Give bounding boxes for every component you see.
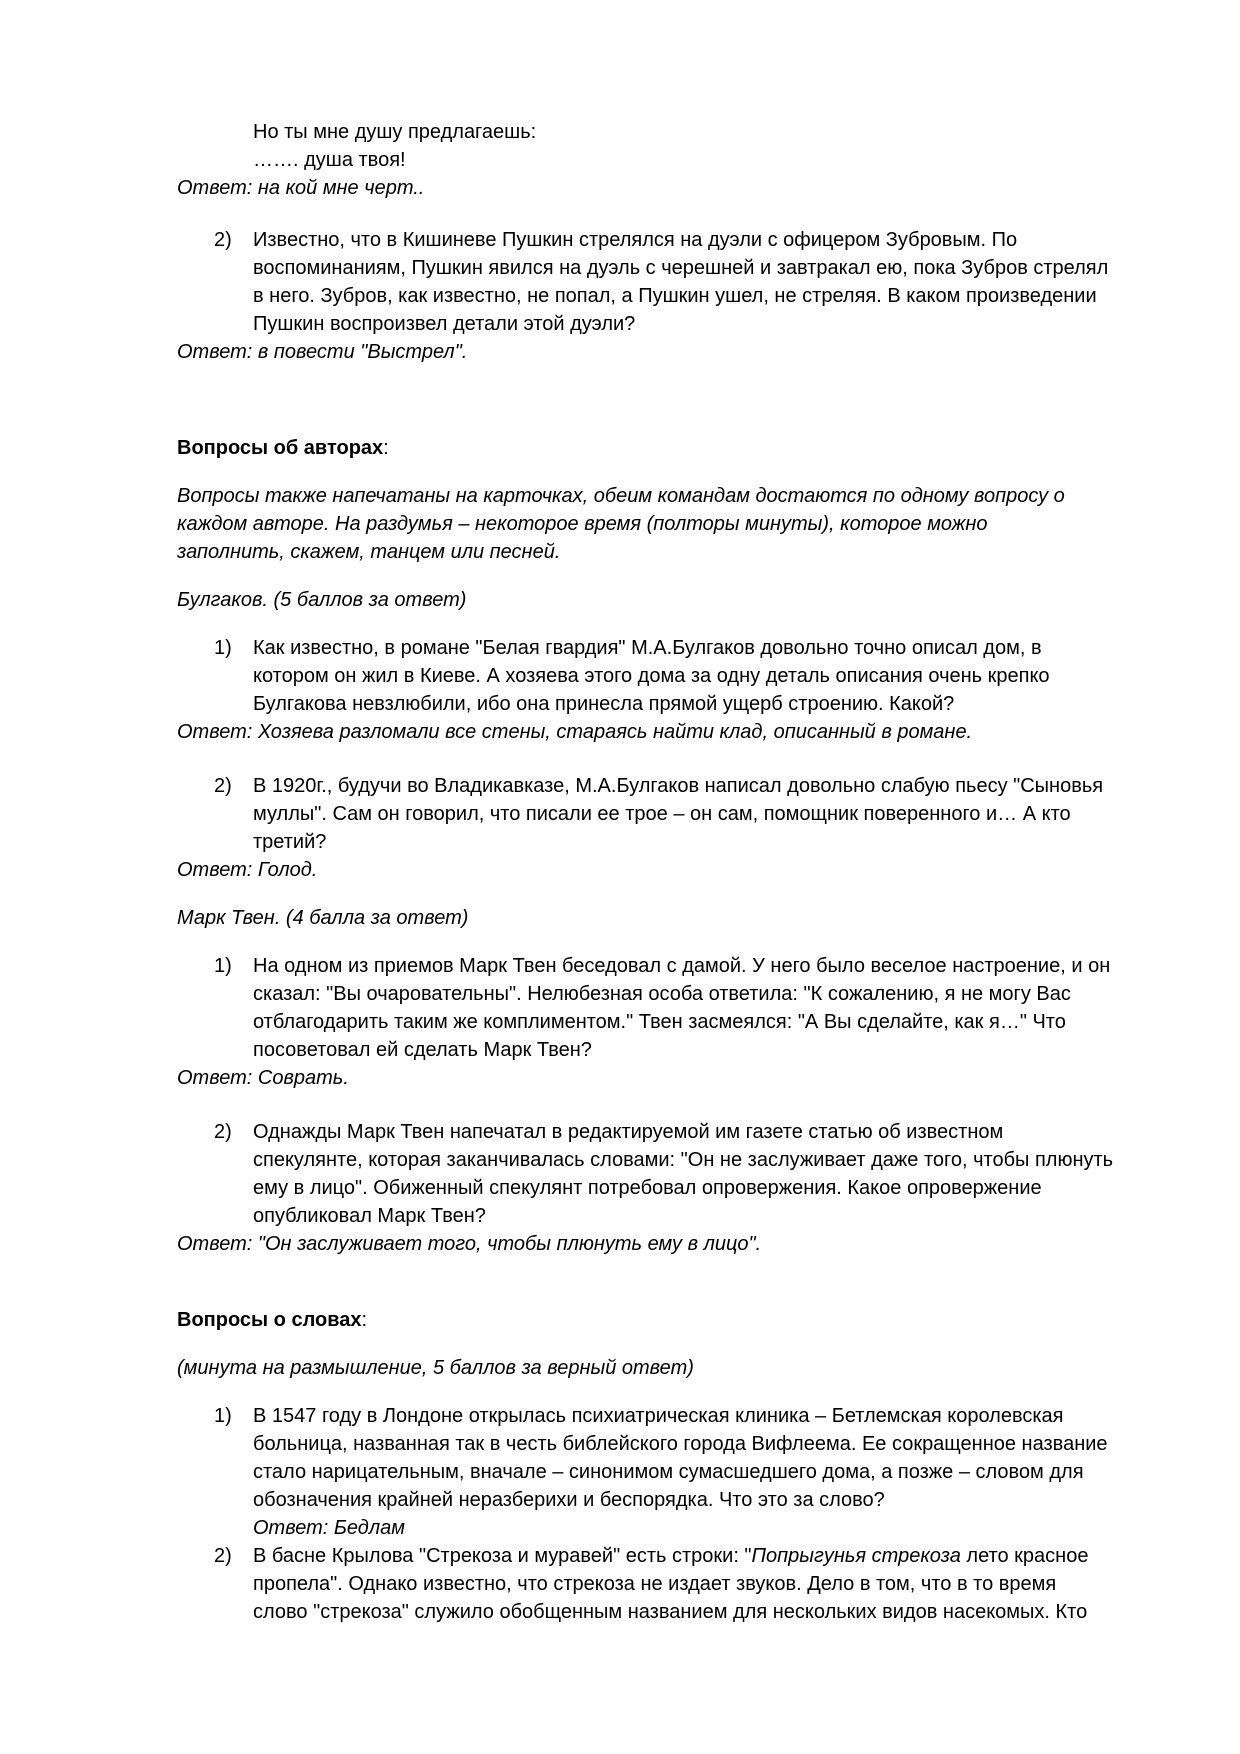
list-number: 2) bbox=[214, 229, 232, 251]
list-number: 2) bbox=[214, 1545, 232, 1567]
section-heading bbox=[177, 1306, 367, 1334]
section-heading-text: Вопросы о словах bbox=[177, 1309, 362, 1331]
answer-text: Ответ: в повести "Выстрел". bbox=[177, 341, 468, 363]
answer-text: Ответ: Хозяева разломали все стены, стараясь найти клад, описанный в романе. bbox=[177, 721, 973, 743]
question-line: воспоминаниям, Пушкин явился на дуэль с черешней и завтракал ею, пока Зубров стрелял bbox=[253, 257, 1109, 279]
answer-text: Ответ: на кой мне черт.. bbox=[177, 177, 425, 199]
heading-colon: : bbox=[361, 1309, 368, 1331]
question-line: пропела". Однако известно, что стрекоза не издает звуков. Дело в том, что в то время bbox=[253, 1573, 1057, 1595]
question-line: Известно, что в Кишиневе Пушкин стрелялся на дуэли с офицером Зубровым. По bbox=[253, 229, 1018, 251]
section-heading-text: Вопросы об авторах bbox=[177, 437, 384, 459]
list-number: 2) bbox=[214, 775, 232, 797]
question-line: третий? bbox=[253, 831, 327, 853]
list-number: 1) bbox=[214, 955, 232, 977]
heading-colon: : bbox=[383, 437, 389, 459]
question-line: ему в лицо". Обиженный спекулянт потребовал опровержения. Какое опровержение bbox=[253, 1177, 1042, 1199]
question-line: в него. Зубров, как известно, не попал, а Пушкин ушел, не стреляя. В каком произведении bbox=[253, 285, 1097, 307]
question-text: лето красное bbox=[960, 1545, 1089, 1567]
section-description: заполнить, скажем, танцем или песней. bbox=[177, 541, 561, 563]
quote-line: Но ты мне душу предлагаешь: bbox=[253, 121, 537, 143]
author-title: Марк Твен. (4 балла за ответ) bbox=[177, 907, 469, 929]
author-title: Булгаков. (5 баллов за ответ) bbox=[177, 589, 467, 611]
section-heading bbox=[177, 434, 389, 462]
section-description: Вопросы также напечатаны на карточках, обеим командам достаются по одному вопросу о bbox=[177, 485, 1065, 507]
question-line: опубликовал Марк Твен? bbox=[253, 1205, 486, 1227]
quote-line: ……. душа твоя! bbox=[253, 149, 406, 171]
question-line bbox=[253, 1542, 1088, 1570]
question-line: больница, названная так в честь библейского города Вифлеема. Ее сокращенное название bbox=[253, 1433, 1108, 1455]
answer-text: Ответ: "Он заслуживает того, чтобы плюнуть ему в лицо". bbox=[177, 1233, 762, 1255]
question-line: муллы". Сам он говорил, что писали ее трое – он сам, помощник поверенного и… А кто bbox=[253, 803, 1071, 825]
question-line: Однажды Марк Твен напечатал в редактируемой им газете статью об известном bbox=[253, 1121, 1004, 1143]
question-line: На одном из приемов Марк Твен беседовал с дамой. У него было веселое настроение, и он bbox=[253, 955, 1111, 977]
section-note: (минута на размышление, 5 баллов за верный ответ) bbox=[177, 1357, 694, 1379]
answer-text: Ответ: Бедлам bbox=[253, 1517, 405, 1539]
question-line: В 1920г., будучи во Владикавказе, М.А.Булгаков написал довольно слабую пьесу "Сыновья bbox=[253, 775, 1104, 797]
question-line: В 1547 году в Лондоне открылась психиатрическая клиника – Бетлемская королевская bbox=[253, 1405, 1064, 1427]
list-number: 1) bbox=[214, 637, 232, 659]
question-line: Булгакова невзлюбили, ибо она принесла прямой ущерб строению. Какой? bbox=[253, 693, 955, 715]
list-number: 1) bbox=[214, 1405, 232, 1427]
question-line: сказал: "Вы очаровательны". Нелюбезная особа ответила: "К сожалению, я не могу Вас bbox=[253, 983, 1071, 1005]
answer-text: Ответ: Соврать. bbox=[177, 1067, 349, 1089]
question-line: отблагодарить таким же комплиментом." Твен засмеялся: "А Вы сделайте, как я…" Что bbox=[253, 1011, 1066, 1033]
question-line: посоветовал ей сделать Марк Твен? bbox=[253, 1039, 592, 1061]
question-line: стало нарицательным, вначале – синонимом сумасшедшего дома, а позже – словом для bbox=[253, 1461, 1084, 1483]
section-description: каждом авторе. На раздумья – некоторое время (полторы минуты), которое можно bbox=[177, 513, 988, 535]
question-line: котором он жил в Киеве. А хозяева этого дома за одну деталь описания очень крепко bbox=[253, 665, 1050, 687]
question-line: спекулянте, которая заканчивалась словами: "Он не заслуживает даже того, чтобы плюнуть bbox=[253, 1149, 1114, 1171]
list-number: 2) bbox=[214, 1121, 232, 1143]
question-line: Пушкин воспроизвел детали этой дуэли? bbox=[253, 313, 636, 335]
answer-text: Ответ: Голод. bbox=[177, 859, 318, 881]
quoted-verse: Попрыгунья стрекоза bbox=[751, 1545, 961, 1567]
question-line: Как известно, в романе "Белая гвардия" М.А.Булгаков довольно точно описал дом, в bbox=[253, 637, 1042, 659]
question-line: слово "стрекоза" служило обобщенным названием для нескольких видов насекомых. Кто bbox=[253, 1601, 1088, 1623]
question-line: обозначения крайней неразберихи и беспорядка. Что это за слово? bbox=[253, 1489, 885, 1511]
question-text: В басне Крылова "Стрекоза и муравей" есть строки: " bbox=[253, 1545, 752, 1567]
